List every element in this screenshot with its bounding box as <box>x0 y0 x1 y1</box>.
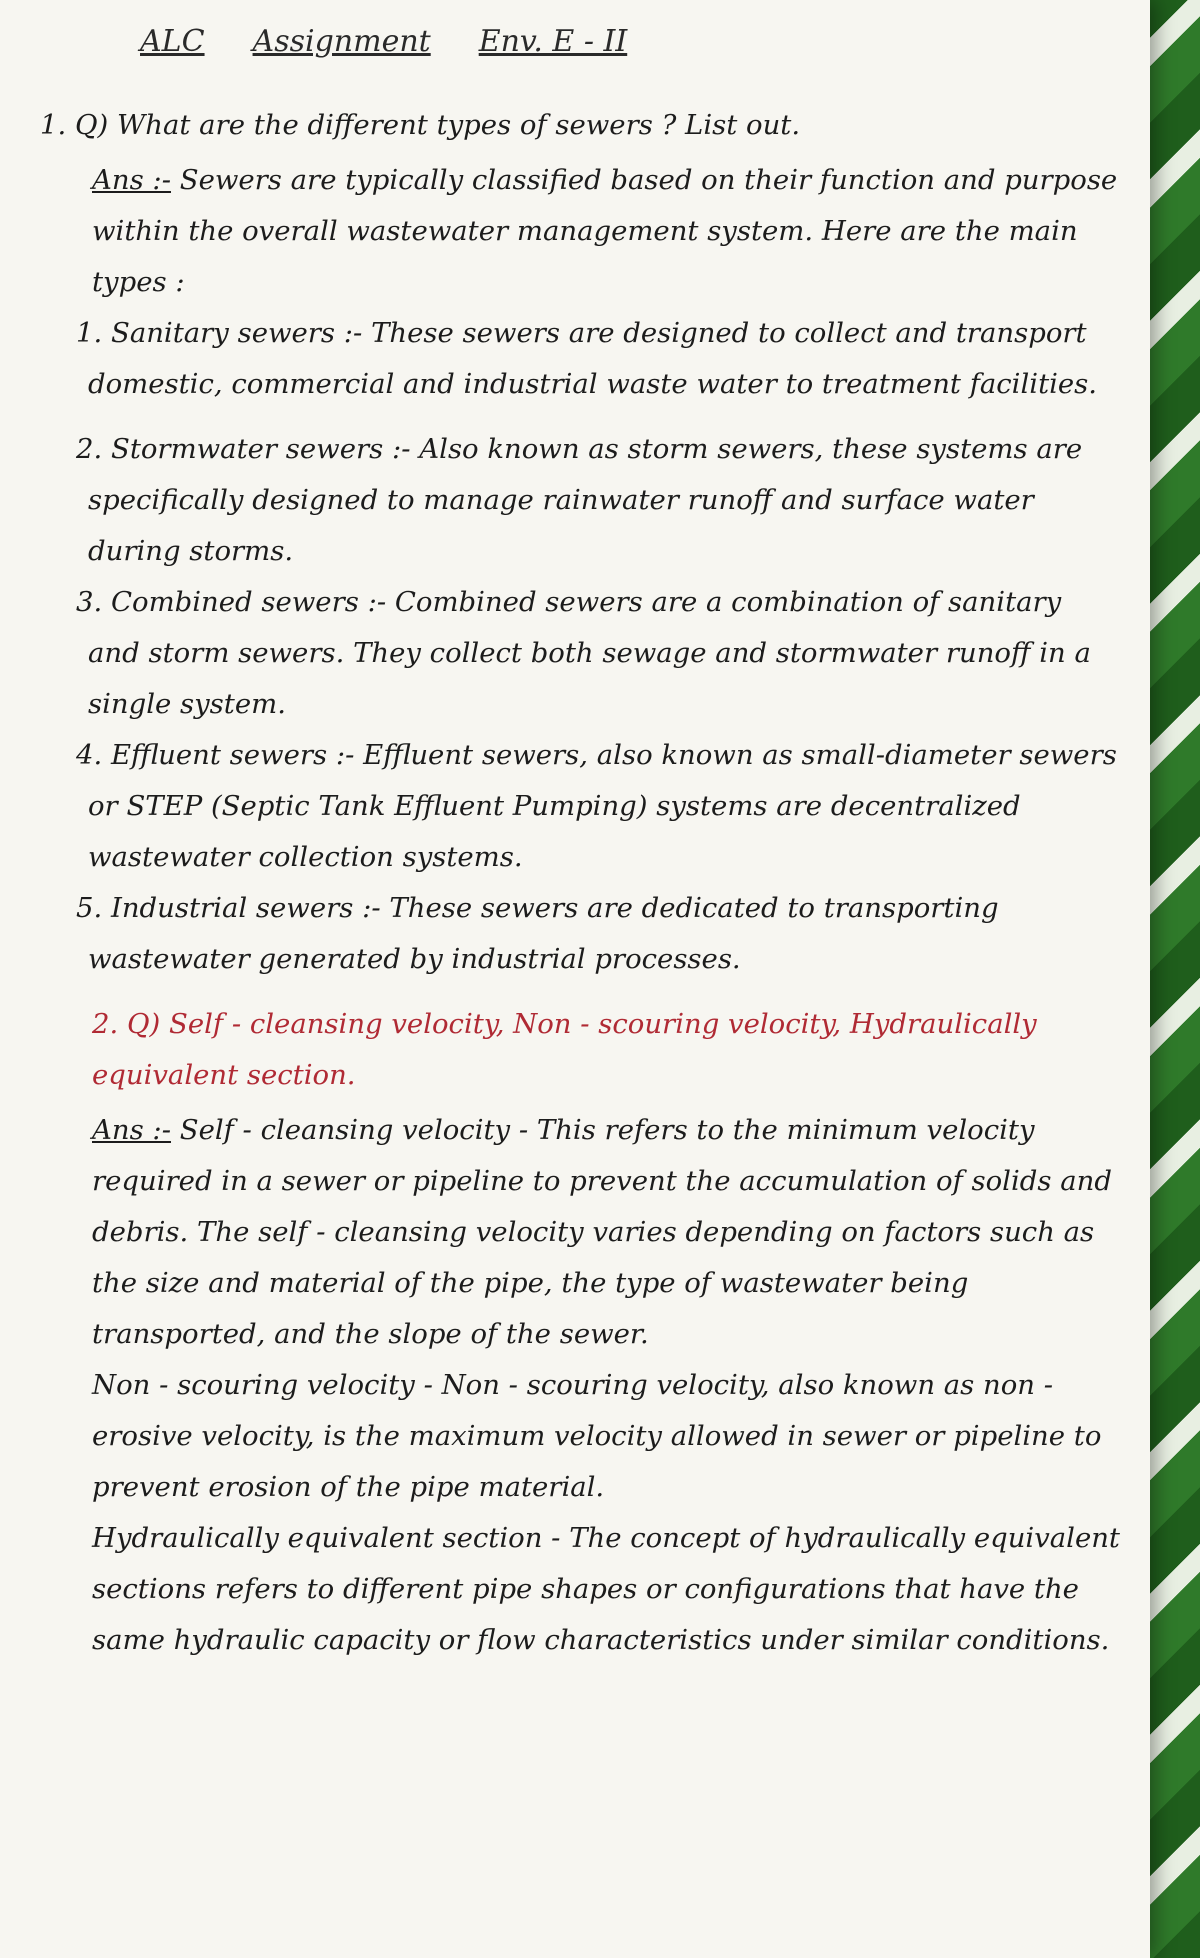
page-content <box>40 100 1120 1666</box>
answer-2-non-scouring: Non - scouring velocity - Non - scouring velocity, also known as non - erosive velocity, is the maximum velocity allowed in sewer or pipeline to prevent erosion of the pipe material. <box>92 1369 1102 1503</box>
header-subject: Env. E - II <box>478 24 628 59</box>
list-item: 1. Sanitary sewers :- These sewers are designed to collect and transport domestic, commercial and industrial waste water to treatment facilities. <box>76 317 1098 400</box>
question-1: 1. Q) What are the different types of sewers ? List out. <box>40 109 801 141</box>
answer-1-intro <box>40 155 1120 308</box>
answer-label: Ans :- <box>92 1114 171 1146</box>
list-item: 5. Industrial sewers :- These sewers are dedicated to transporting wastewater generated by industrial processes. <box>76 892 999 975</box>
answer-1-text: Sewers are typically classified based on their function and purpose within the overall wastewater management system. Here are the main types : <box>92 164 1118 298</box>
question-2: 2. Q) Self - cleansing velocity, Non - scouring velocity, Hydraulically equivalent section. <box>92 1008 1037 1091</box>
answer-2-self-cleansing <box>40 1105 1120 1360</box>
page-header <box>140 24 627 59</box>
self-cleansing-text: Self - cleansing velocity - This refers to the minimum velocity required in a sewer or pipeline to prevent the accumulation of solids and debris. The self - cleansing velocity varies depending on factors such as the size and material of the pipe, the type of wastewater being transported, and the slope of the sewer. <box>92 1114 1112 1350</box>
list-item: 3. Combined sewers :- Combined sewers are a combination of sanitary and storm sewers. They collect both sewage and stormwater runoff in a single system. <box>76 586 1091 720</box>
list-item: 4. Effluent sewers :- Effluent sewers, also known as small-diameter sewers or STEP (Septic Tank Effluent Pumping) systems are decentralized wastewater collection systems. <box>76 739 1117 873</box>
list-item: 2. Stormwater sewers :- Also known as storm sewers, these systems are specifically designed to manage rainwater runoff and surface water during storms. <box>76 433 1083 567</box>
header-left: ALC <box>140 24 205 59</box>
answer-label: Ans :- <box>92 164 171 196</box>
header-title: Assignment <box>252 24 431 59</box>
answer-2-hydraulic: Hydraulically equivalent section - The concept of hydraulically equivalent sections refers to different pipe shapes or configurations that have the same hydraulic capacity or flow characteristics under similar conditions. <box>92 1522 1120 1656</box>
